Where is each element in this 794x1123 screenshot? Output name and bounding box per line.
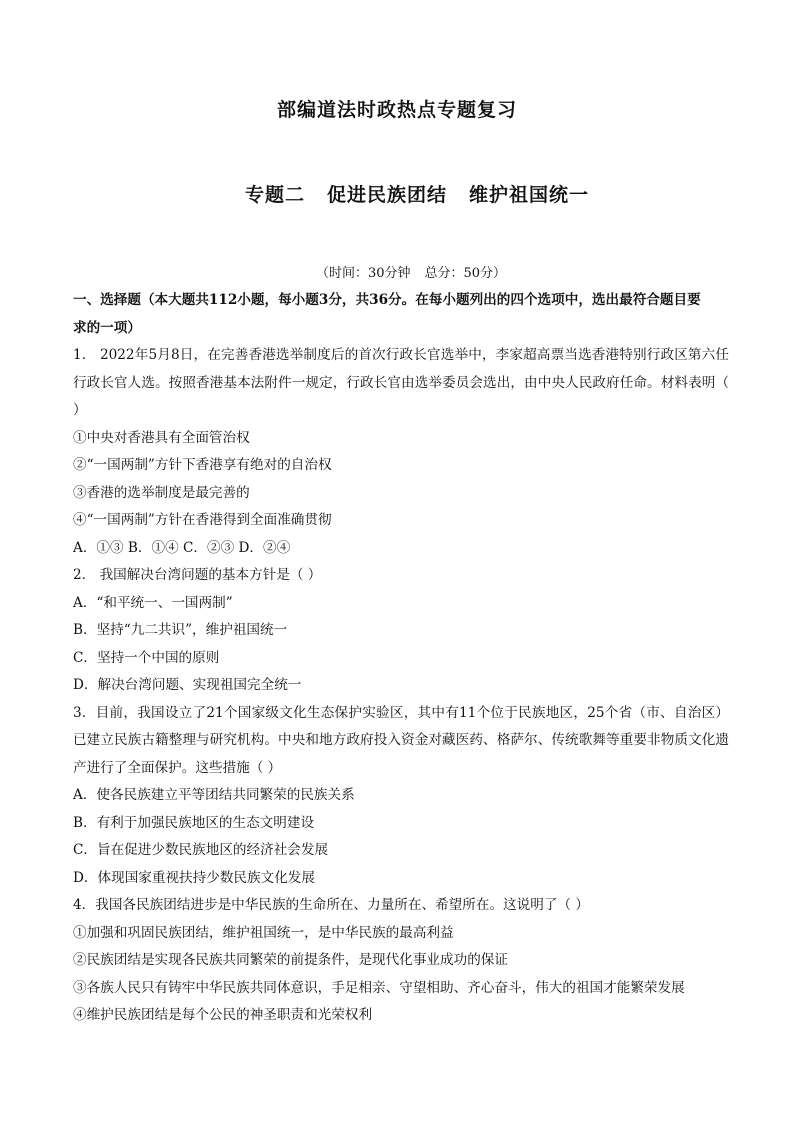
- q4-statement-2: ②民族团结是实现各民族共同繁荣的前提条件，是现代化事业成功的保证: [73, 952, 508, 968]
- q4-statement-1: ①加强和巩固民族团结，维护祖国统一，是中华民族的最高利益: [73, 924, 454, 941]
- topic-part-1: 促进民族团结: [326, 184, 447, 206]
- question-2-stem: 2． 我国解决台湾问题的基本方针是（ ）: [73, 567, 322, 583]
- q4-statement-3: ③各族人民只有铸牢中华民族共同体意识，手足相亲、守望相助、齐心奋斗，伟大的祖国才能繁荣发展: [73, 979, 685, 996]
- q2-option-b: B．坚持“九二共识”，维护祖国统一: [73, 622, 288, 638]
- question-3-stem: 3．目前，我国设立了21个国家级文化生态保护实验区，其中有11个位于民族地区，25个省（市、自治区）已建立民族古籍整理与研究机构。中央和地方政府投入资金对藏医药、格萨尔、传统歌舞等重要非物质文化遗产进行了全面保护。这些措施（ ）: [73, 704, 729, 776]
- time-limit: （时间：30分钟: [315, 266, 411, 281]
- topic-label: 专题二: [244, 184, 305, 206]
- question-content: [73, 287, 729, 1030]
- q2-option-c: C．坚持一个中国的原则: [73, 649, 220, 666]
- q2-option-d: D．解决台湾问题、实现祖国完全统一: [73, 677, 302, 693]
- total-score: 总分：50分）: [424, 266, 507, 281]
- q1-statement-4: ④“一国两制”方针在香港得到全面准确贯彻: [73, 512, 332, 528]
- topic-title: [0, 180, 794, 207]
- q1-statement-2: ②“一国两制”方针下香港享有绝对的自治权: [73, 457, 332, 473]
- q1-options: A．①③ B．①④ C．②③ D．②④: [73, 539, 291, 556]
- q1-statement-3: ③香港的选举制度是最完善的: [73, 484, 250, 501]
- q3-option-a: A．使各民族建立平等团结共同繁荣的民族关系: [73, 787, 355, 803]
- document-title: 部编道法时政热点专题复习: [276, 99, 517, 121]
- section-heading: 一、选择题（本大题共112小题，每小题3分，共36分。在每小题列出的四个选项中，选出最符合题目要: [73, 292, 701, 308]
- q1-statement-1: ①中央对香港具有全面管治权: [73, 429, 250, 446]
- q3-option-d: D．体现国家重视扶持少数民族文化发展: [73, 869, 315, 886]
- q3-option-b: B．有利于加强民族地区的生态文明建设: [73, 814, 315, 831]
- q3-option-c: C．旨在促进少数民族地区的经济社会发展: [73, 842, 329, 858]
- question-1-stem: 1． 2022年5月8日，在完善香港选举制度后的首次行政长官选举中，李家超高票当选香港特别行政区第六任行政长官人选。按照香港基本法附件一规定，行政长官由选举委员会选出，由中央人民政府任命。材料表明（ ）: [73, 347, 729, 418]
- question-4-stem: 4．我国各民族团结进步是中华民族的生命所在、力量所在、希望所在。这说明了（ ）: [73, 897, 589, 913]
- topic-part-2: 维护祖国统一: [469, 184, 590, 206]
- time-score-info: [0, 262, 794, 281]
- q4-statement-4: ④维护民族团结是每个公民的神圣职责和光荣权利: [73, 1007, 373, 1023]
- q2-option-a: A．“和平统一、一国两制”: [73, 594, 233, 611]
- section-heading-cont: 求的一项）: [73, 319, 141, 336]
